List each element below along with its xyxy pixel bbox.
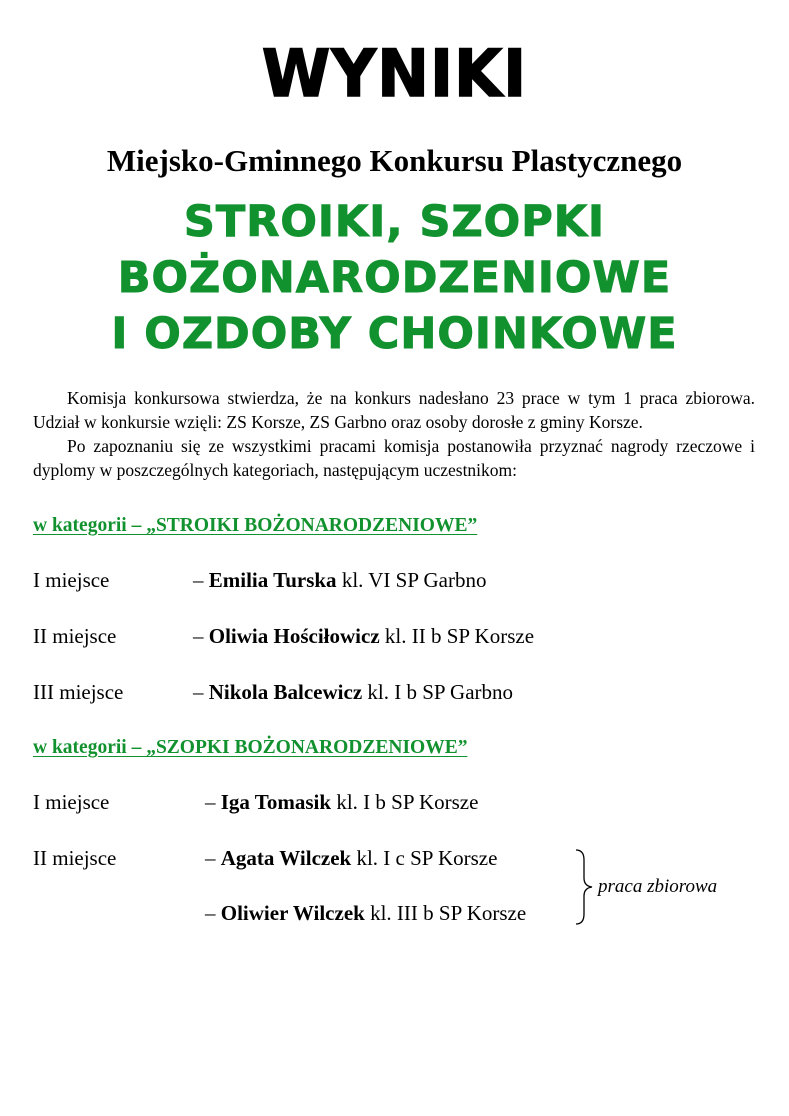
place-label: III miejsce: [33, 680, 124, 704]
intro-text: [33, 386, 755, 482]
result-row: [33, 566, 487, 594]
winner-name: Nikola Balcewicz: [208, 680, 363, 704]
category-heading-szopki: w kategorii – „SZOPKI BOŻONARODZENIOWE”: [33, 737, 468, 758]
place-label: I miejsce: [33, 568, 110, 592]
winner-details: kl. III b SP Korsze: [370, 901, 527, 925]
contest-subtitle: Miejsko-Gminnego Konkursu Plastycznego: [106, 143, 683, 178]
contest-headline: [0, 194, 789, 362]
result-row: [33, 678, 513, 706]
result-row: [33, 788, 478, 816]
winner-details: kl. I b SP Korsze: [336, 790, 479, 814]
group-work-note: praca zbiorowa: [598, 876, 718, 897]
dash: –: [205, 901, 216, 925]
category-heading-stroiki: w kategorii – „STROIKI BOŻONARODZENIOWE”: [33, 515, 478, 536]
dash: –: [193, 624, 204, 648]
page-title: WYNIKI: [261, 35, 528, 112]
winner-name: Oliwia Hościłowicz: [208, 624, 380, 648]
intro-paragraph-1: Komisja konkursowa stwierdza, że na konkurs nadesłano 23 prace w tym 1 praca zbiorowa. Udział w konkursie wzięli: ZS Korsze, ZS Garbno oraz osoby dorosłe z gminy Korsze.: [33, 388, 755, 432]
headline-line-2: BOŻONARODZENIOWE: [117, 253, 672, 303]
place-label: I miejsce: [33, 790, 110, 814]
dash: –: [205, 846, 216, 870]
winner-name: Oliwier Wilczek: [220, 901, 365, 925]
winner-details: kl. II b SP Korsze: [384, 624, 535, 648]
result-row: [33, 844, 497, 872]
place-label: II miejsce: [33, 624, 117, 648]
intro-paragraph-2: Po zapoznaniu się ze wszystkimi pracami komisja postanowiła przyznać nagrody rzeczowe i dyplomy w poszczególnych kategoriach, następującym uczestnikom:: [33, 436, 755, 480]
headline-line-1: STROIKI, SZOPKI: [183, 197, 606, 247]
place-label: II miejsce: [33, 846, 117, 870]
dash: –: [205, 790, 216, 814]
headline-line-3: I OZDOBY CHOINKOWE: [111, 309, 678, 359]
winner-name: Emilia Turska: [208, 568, 337, 592]
winner-details: kl. I c SP Korsze: [356, 846, 498, 870]
winner-details: kl. VI SP Garbno: [341, 568, 487, 592]
winner-name: Iga Tomasik: [220, 790, 332, 814]
winner-details: kl. I b SP Garbno: [367, 680, 514, 704]
dash: –: [193, 680, 204, 704]
result-row: [33, 899, 526, 927]
winner-name: Agata Wilczek: [220, 846, 352, 870]
dash: –: [193, 568, 204, 592]
result-row: [33, 622, 534, 650]
